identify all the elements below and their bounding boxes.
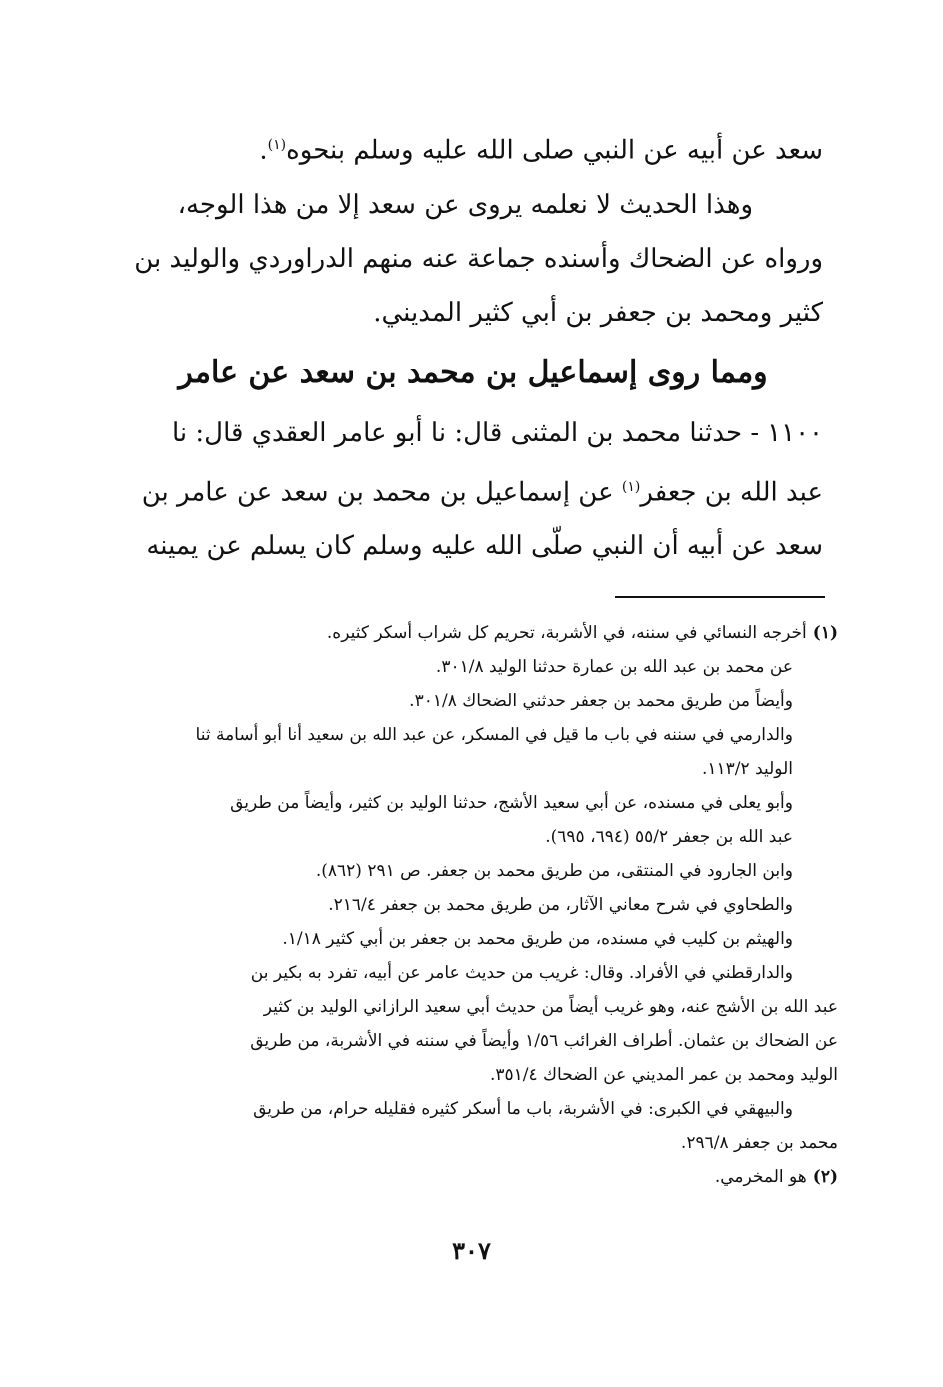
footnote-1-line-10: والهيثم بن كليب في مسنده، من طريق محمد بن جعفر بن أبي كثير ١/١٨.: [282, 929, 793, 949]
hadith-line-2-part-a: عبد الله بن جعفر: [640, 477, 823, 508]
text-line-2: وهذا الحديث لا نعلمه يروى عن سعد إلا من هذا الوجه،: [177, 189, 753, 220]
hadith-line-1: [123, 406, 823, 460]
text-line-3: ورواه عن الضحاك وأسنده جماعة عنه منهم الدراوردي والوليد بن: [134, 243, 823, 274]
footnote-1-line-8: وابن الجارود في المنتقى، من طريق محمد بن جعفر. ص ٢٩١ (٨٦٢).: [315, 861, 793, 881]
hadith-number: ١١٠٠: [767, 417, 823, 448]
footnote-1-line-4: والدارمي في سننه في باب ما قيل في المسكر، عن عبد الله بن سعيد أنا أبو أسامة ثنا: [195, 725, 793, 745]
footnote-1-line-1-text: أخرجه النسائي في سننه، في الأشربة، تحريم كل شراب أسكر كثيره.: [326, 623, 807, 643]
footnote-1-line-12: عبد الله بن الأشج عنه، وهو غريب أيضاً من حديث أبي سعيد الرازاني الوليد بن كثير: [263, 997, 838, 1017]
hadith-line-1-content: - حدثنا محمد بن المثنى قال: نا أبو عامر العقدي قال: نا: [172, 417, 760, 448]
footnote-1-line-7: عبد الله بن جعفر ٥٥/٢ (٦٩٤، ٦٩٥).: [545, 827, 793, 847]
text-line-1-content: سعد عن أبيه عن النبي صلى الله عليه وسلم بنحوه: [286, 135, 823, 166]
hadith-line-2-part-b: عن إسماعيل بن محمد بن سعد عن عامر بن: [141, 477, 614, 508]
text-line-1-end: .: [259, 135, 268, 166]
footnote-1-line-2: عن محمد بن عبد الله بن عمارة حدثنا الوليد ٣٠١/٨.: [435, 657, 793, 677]
footnote-1-line-3: وأيضاً من طريق محمد بن جعفر حدثني الضحاك ٣٠١/٨.: [409, 691, 793, 711]
footnote-1-line-6: وأبو يعلى في مسنده، عن أبي سعيد الأشج، حدثنا الوليد بن كثير، وأيضاً من طريق: [230, 793, 793, 813]
footnote-ref-2: (١): [621, 478, 641, 495]
text-line-1: [123, 118, 823, 178]
page-number: ٣٠٧: [452, 1236, 491, 1265]
footnote-1-line-16: محمد بن جعفر ٢٩٦/٨.: [680, 1133, 838, 1153]
hadith-line-2: [123, 460, 823, 520]
footnote-1-line-14: الوليد ومحمد بن عمر المديني عن الضحاك ٣٥١/٤.: [489, 1065, 838, 1085]
footnote-divider: [615, 596, 825, 598]
footnote-1-line-13: عن الضحاك بن عثمان. أطراف الغرائب ١/٥٦ وأيضاً في سننه في الأشربة، من طريق: [250, 1031, 838, 1051]
footnote-1-line-9: والطحاوي في شرح معاني الآثار، من طريق محمد بن جعفر ٢١٦/٤.: [328, 895, 793, 915]
footnote-1-line-1: [103, 616, 838, 650]
main-text-block: [123, 118, 823, 573]
footnote-ref-1: (١): [267, 137, 287, 153]
footnote-1-line-15: والبيهقي في الكبرى: في الأشربة، باب ما أسكر كثيره فقليله حرام، من طريق: [253, 1099, 793, 1119]
footnote-1-line-5: الوليد ١١٣/٢.: [702, 759, 793, 779]
footnote-2-text: هو المخرمي.: [714, 1167, 807, 1187]
section-heading: ومما روى إسماعيل بن محمد بن سعد عن عامر: [178, 354, 768, 390]
text-line-4: كثير ومحمد بن جعفر بن أبي كثير المديني.: [373, 297, 823, 328]
hadith-line-3: سعد عن أبيه أن النبي صلّى الله عليه وسلم كان يسلم عن يمينه: [146, 531, 823, 562]
footnote-2-label: (٢): [812, 1167, 838, 1187]
footnote-2-line-1: [103, 1160, 838, 1194]
footnote-1-line-11: والدارقطني في الأفراد. وقال: غريب من حديث عامر عن أبيه، تفرد به بكير بن: [250, 963, 793, 983]
footnotes-block: [103, 616, 838, 1194]
footnote-1-label: (١): [812, 623, 838, 643]
